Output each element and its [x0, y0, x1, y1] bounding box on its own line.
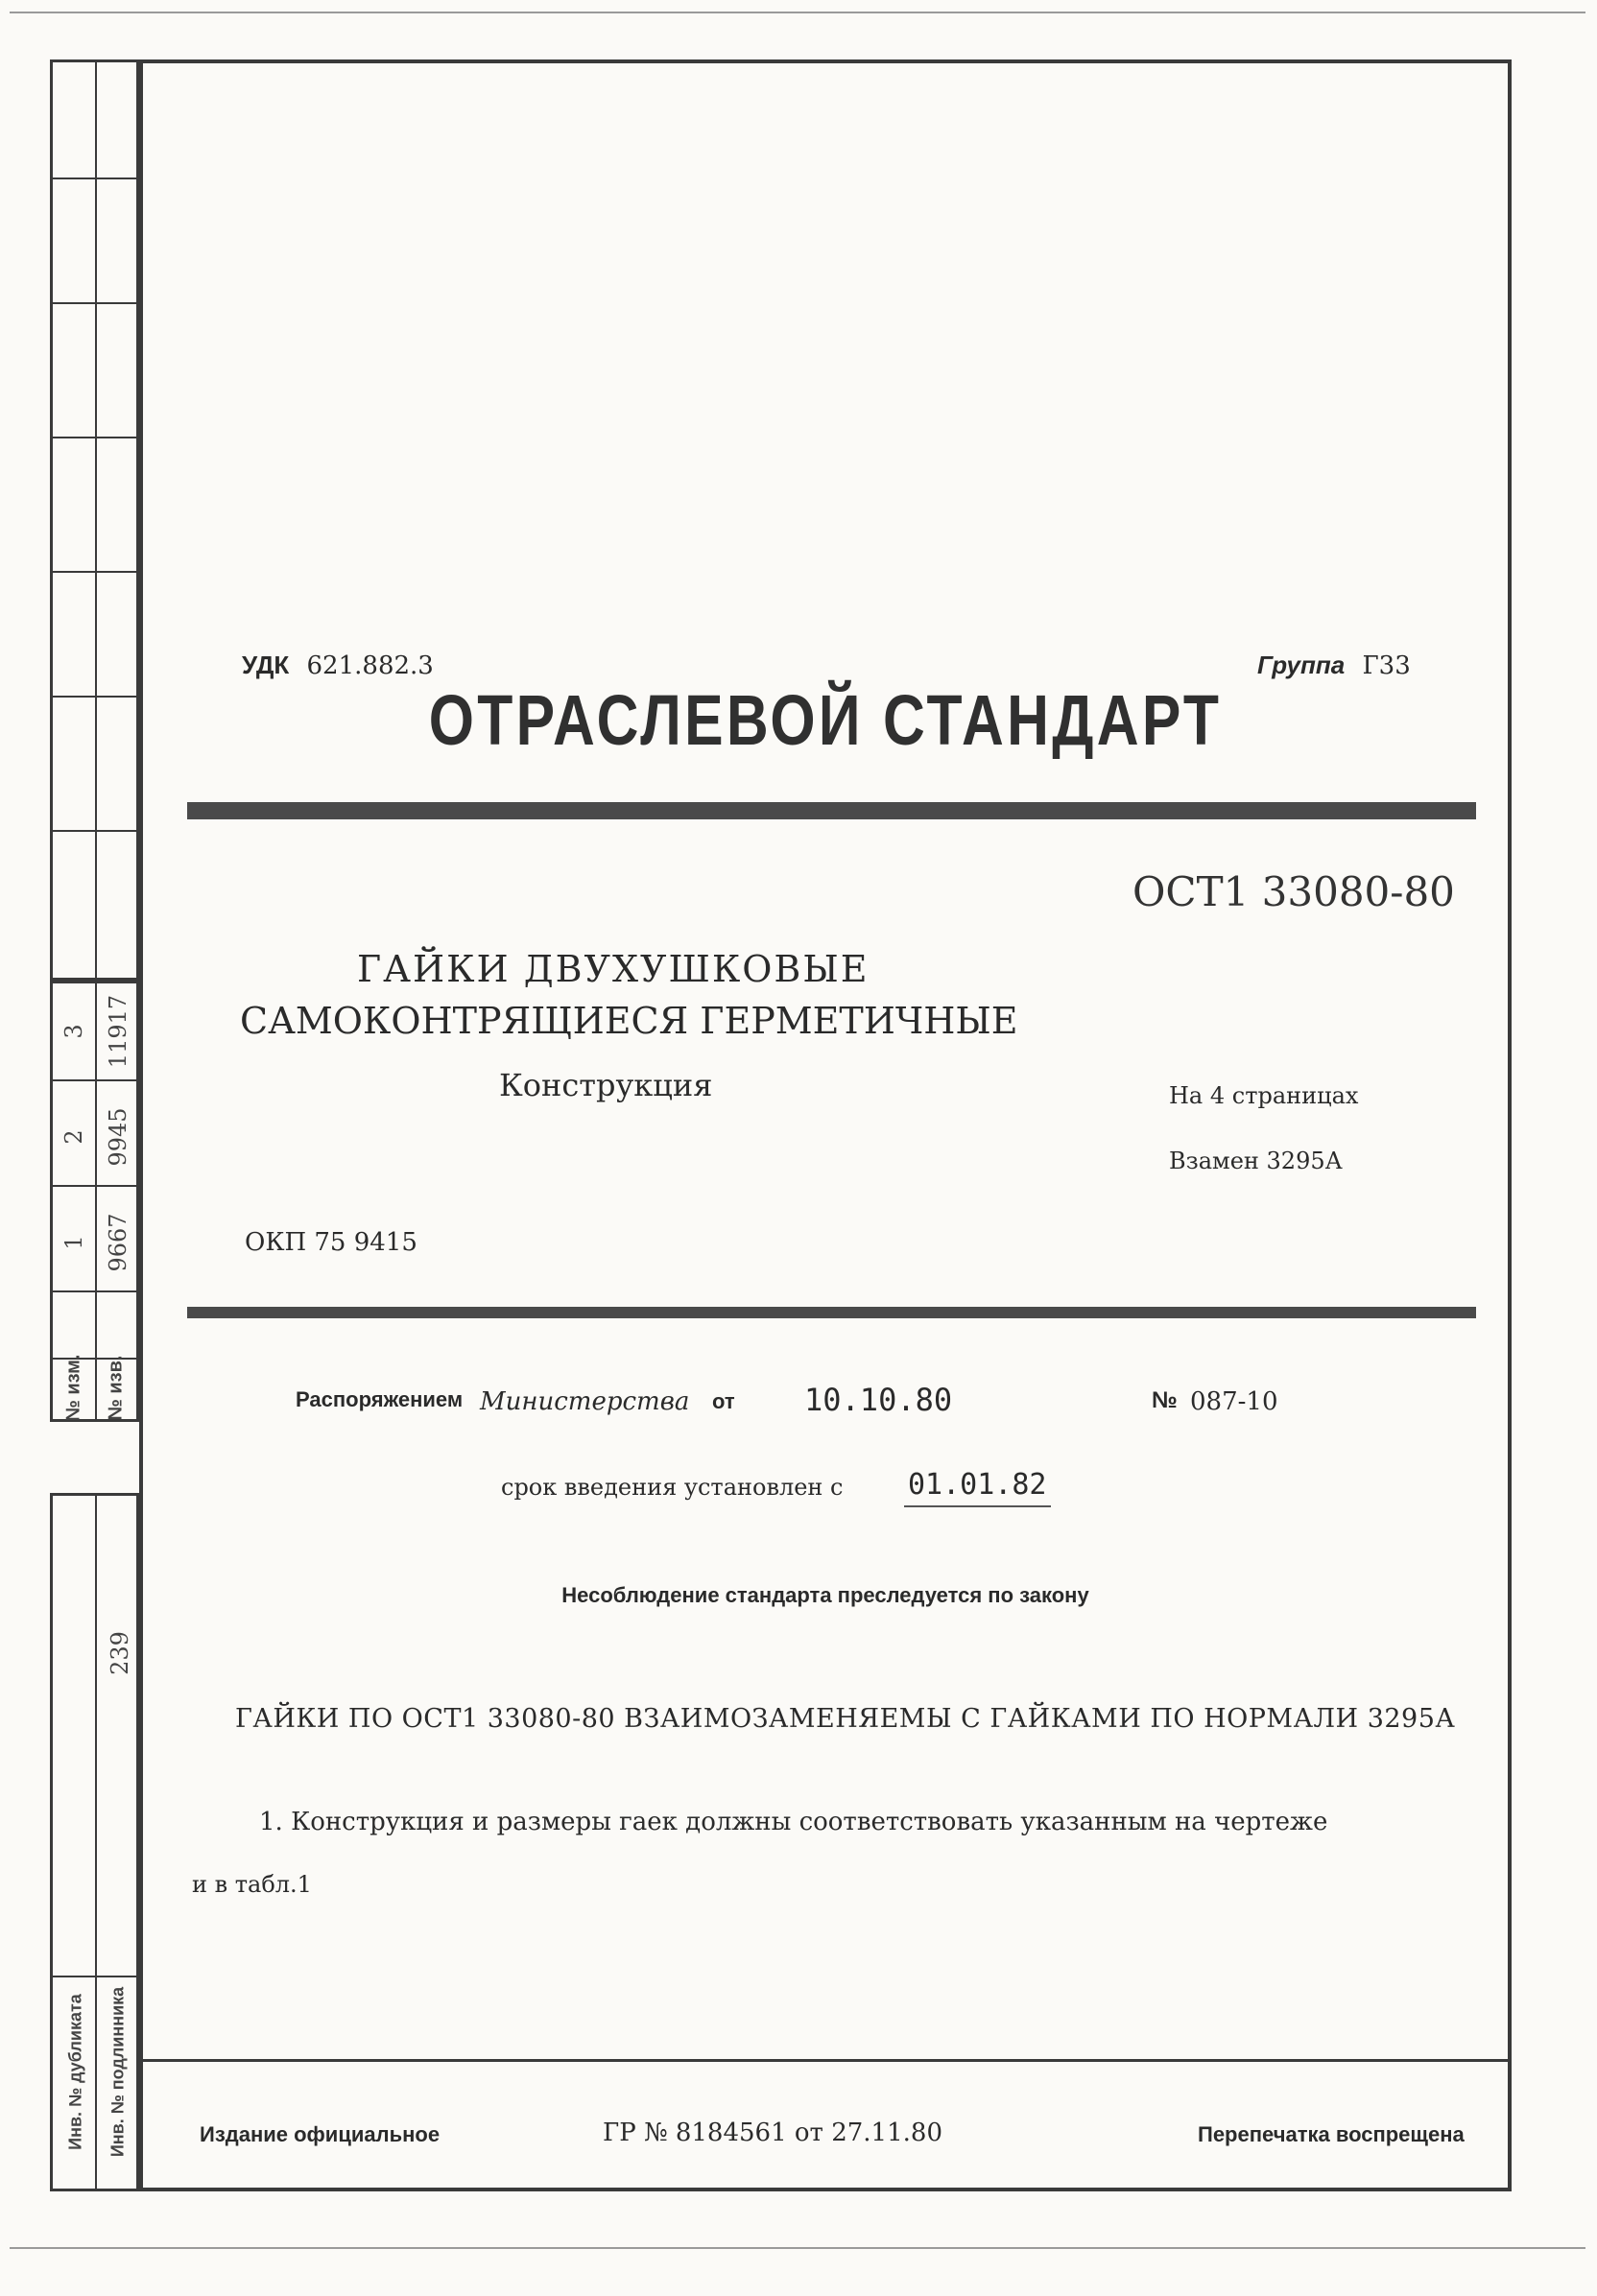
paragraph-1-line-2: и в табл.1 — [192, 1871, 312, 1898]
notice-2: 9945 — [105, 1107, 131, 1167]
page-count: На 4 страницах — [1169, 1082, 1359, 1109]
udk-line — [242, 651, 434, 680]
effective-date: 01.01.82 — [904, 1468, 1051, 1507]
standard-subtitle: Конструкция — [499, 1067, 713, 1103]
title-bar — [187, 802, 1476, 819]
standard-number: ОСТ1 33080-80 — [1132, 868, 1455, 915]
standard-name-line1: ГАЙКИ ДВУХУШКОВЫЕ — [357, 948, 870, 990]
udk-value: 621.882.3 — [306, 651, 434, 680]
footer-divider — [139, 2059, 1512, 2062]
notice-label: № изв. — [105, 1355, 127, 1421]
original-inventory-label: Инв. № подлинника — [107, 1986, 128, 2158]
change-2: 2 — [60, 1129, 87, 1145]
inventory-strip — [50, 1493, 139, 2191]
change-record-strip — [50, 981, 139, 1422]
order-number: 087-10 — [1190, 1387, 1278, 1416]
order-number-label: № — [1152, 1387, 1178, 1413]
order-issuer: Министерства — [480, 1387, 690, 1416]
group-value: Г33 — [1362, 651, 1411, 680]
registration-number: ГР № 8184561 от 27.11.80 — [603, 2118, 942, 2147]
paragraph-1-line-1: 1. Конструкция и размеры гаек должны соответствовать указанным на чертеже — [259, 1808, 1328, 1836]
group-line — [1257, 651, 1411, 680]
order-date: 10.10.80 — [804, 1382, 953, 1418]
change-1: 1 — [60, 1235, 87, 1250]
order-from-label: от — [712, 1389, 735, 1413]
inventory-number: 239 — [107, 1631, 133, 1675]
change-3: 3 — [60, 1024, 87, 1039]
group-label: Группа — [1257, 651, 1346, 679]
interchangeability-statement: ГАЙКИ ПО ОСТ1 33080-80 ВЗАИМОЗАМЕНЯЕМЫ С ГАЙКАМИ ПО НОРМАЛИ 3295А — [235, 1704, 1456, 1734]
notice-3: 11917 — [105, 994, 131, 1069]
reprint-prohibited: Перепечатка воспрещена — [1198, 2122, 1465, 2146]
changes-label: № изм. — [62, 1354, 84, 1422]
legal-notice: Несоблюдение стандарта преследуется по закону — [561, 1583, 1089, 1607]
udk-label: УДК — [242, 651, 290, 679]
effective-label: срок введения установлен с — [501, 1474, 844, 1501]
official-edition: Издание официальное — [200, 2122, 441, 2146]
standard-name-line2: САМОКОНТРЯЩИЕСЯ ГЕРМЕТИЧНЫЕ — [240, 1000, 1018, 1042]
revision-strip-blank — [50, 59, 139, 981]
section-bar — [187, 1307, 1476, 1318]
notice-1: 9667 — [105, 1213, 131, 1272]
duplicate-inventory-label: Инв. № дубликата — [65, 1994, 85, 2150]
replaces-norm: Взамен 3295А — [1169, 1148, 1343, 1174]
okp-code: ОКП 75 9415 — [245, 1228, 417, 1257]
main-frame — [139, 59, 1512, 2191]
order-label: Распоряжением — [296, 1387, 464, 1411]
document-title: ОТРАСЛЕВОЙ СТАНДАРТ — [428, 680, 1223, 760]
